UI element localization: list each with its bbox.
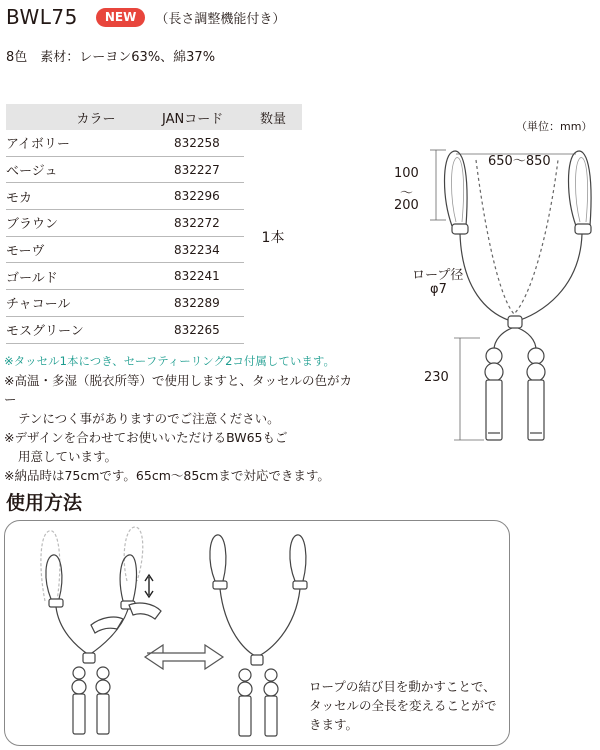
- jan-cell: 832227: [174, 162, 220, 177]
- rope-diameter-value: φ7: [430, 282, 447, 297]
- model-number: BWL75: [6, 5, 78, 29]
- loop-length-tilde: 〜: [400, 186, 414, 201]
- jan-cell: 832241: [174, 269, 220, 284]
- safety-ring-note: ※タッセル1本につき、セーフティーリング2コ付属しています。: [4, 354, 335, 368]
- header-quantity: 数量: [259, 111, 286, 127]
- spec-line: 8色 素材：レーヨン63%、綿37%: [6, 50, 216, 65]
- quantity-cell: 1本: [244, 130, 302, 344]
- jan-cell: 832272: [174, 215, 220, 230]
- note-line: ※デザインを合わせてお使いいただけるBW65もご: [4, 430, 288, 445]
- jan-cell: 832234: [174, 242, 220, 257]
- product-table: [6, 104, 302, 344]
- new-badge: NEW: [96, 8, 145, 27]
- loop-length-bottom: 200: [394, 198, 419, 213]
- color-cell: モスグリーン: [6, 324, 84, 340]
- product-header: [6, 4, 285, 30]
- note-line: 用意しています。: [18, 449, 118, 464]
- jan-cell: 832258: [174, 135, 220, 150]
- color-cell: チャコール: [6, 297, 71, 313]
- jan-cell: 832289: [174, 295, 220, 310]
- note-line: ※高温・多湿（脱衣所等）で使用しますと、タッセルの色がカー: [4, 373, 352, 407]
- color-cell: モカ: [6, 190, 33, 206]
- table-body: [6, 130, 302, 344]
- color-cell: モーヴ: [6, 244, 45, 260]
- tassel-dimension-drawing: [390, 118, 600, 458]
- width-label: 650〜850: [488, 154, 551, 169]
- usage-description: ロープの結び目を動かすことで、タッセルの全長を変えることができます。: [309, 679, 497, 732]
- notes: [4, 352, 364, 485]
- note-line: テンにつく事がありますのでご注意ください。: [18, 411, 280, 426]
- loop-length-top: 100: [394, 166, 419, 181]
- feature-text: （長さ調整機能付き）: [155, 11, 286, 27]
- jan-cell: 832265: [174, 322, 220, 337]
- color-cell: ベージュ: [6, 164, 58, 180]
- usage-panel: [4, 520, 510, 746]
- header-jan: JANコード: [162, 111, 224, 127]
- note-line: ※納品時は75cmです。65cm〜85cmまで対応できます。: [4, 468, 330, 483]
- dimension-diagram: [390, 118, 600, 458]
- header-color: カラー: [76, 111, 116, 127]
- rope-diameter-label: ロープ径: [412, 268, 464, 283]
- color-cell: アイボリー: [6, 137, 70, 153]
- color-cell: ゴールド: [6, 270, 58, 286]
- table-header: [6, 104, 302, 130]
- usage-title: 使用方法: [6, 492, 83, 514]
- jan-cell: 832296: [174, 189, 220, 204]
- unit-label: （単位：mm）: [516, 120, 593, 133]
- tassel-length-label: 230: [424, 370, 449, 385]
- color-cell: ブラウン: [6, 217, 59, 233]
